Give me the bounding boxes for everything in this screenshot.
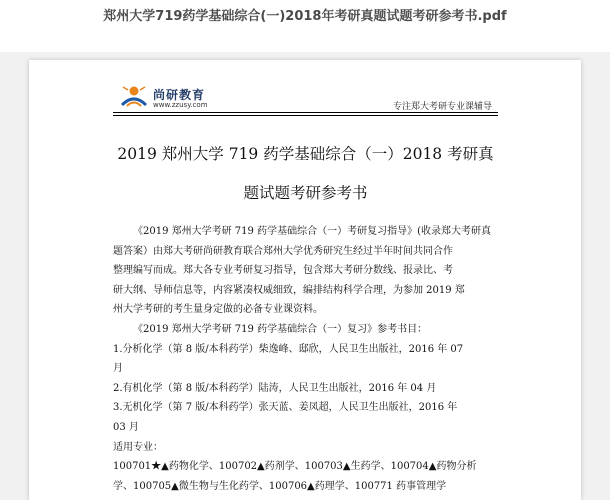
document-title-line-1: 2019 郑州大学 719 药学基础综合（一）2018 考研真 [117,145,494,163]
book-line: 月 [113,363,123,375]
majors-line: 学、100705▲微生物与生化药学、100706▲药理学、100771 药事管理学 [113,480,447,492]
document-body [113,222,503,496]
intro-line: 州大学考研的考生量身定做的必备专业课资料。 [113,304,323,316]
page-header [113,80,498,116]
majors-heading: 适用专业： [113,441,163,453]
document-title-line-2: 题试题考研参考书 [243,184,368,202]
header-tagline: 专注郑大考研专业课辅导 [392,102,492,112]
file-title: 郑州大学719药学基础综合(一)2018年考研真题试题考研参考书.pdf [103,9,507,24]
intro-line: 题答案）由郑大考研尚研教育联合郑州大学优秀研究生经过半年时间共同合作 [113,245,453,257]
intro-line: 研大纲、导师信息等，内容紧凑权威细致，编排结构科学合理，为参加 2019 郑 [113,284,465,296]
logo-url: www.zzusy.com [153,101,208,109]
majors-line: 100701★▲药物化学、100702▲药剂学、100703▲生药学、100704▲药物分析 [113,461,477,473]
intro-line: 《2019 郑州大学考研 719 药学基础综合（一）考研复习指导》(收录郑大考研真 [133,226,491,237]
booklist-heading: 《2019 郑州大学考研 719 药学基础综合（一）复习》参考书目： [133,323,428,335]
book-line: 03 月 [113,421,139,433]
pdf-page [29,60,581,500]
header-rule-thin [113,115,498,116]
book-line: 3.无机化学（第 7 版/本科药学）张天蓝、姜凤超，人民卫生出版社，2016 年 [113,402,458,414]
logo-icon [119,84,149,108]
header-rule-thick [113,112,498,113]
book-line: 1.分析化学（第 8 版/本科药学）柴逸峰、邸欣，人民卫生出版社，2016 年 07 [113,343,464,355]
logo-text: 尚研教育 [153,88,206,102]
book-line: 2.有机化学（第 8 版/本科药学）陆涛，人民卫生出版社，2016 年 04 月 [113,382,437,394]
viewer-title-bar [0,0,610,52]
intro-line: 整理编写而成。郑大各专业考研复习指导，包含郑大考研分数线、报录比、考 [113,265,453,277]
